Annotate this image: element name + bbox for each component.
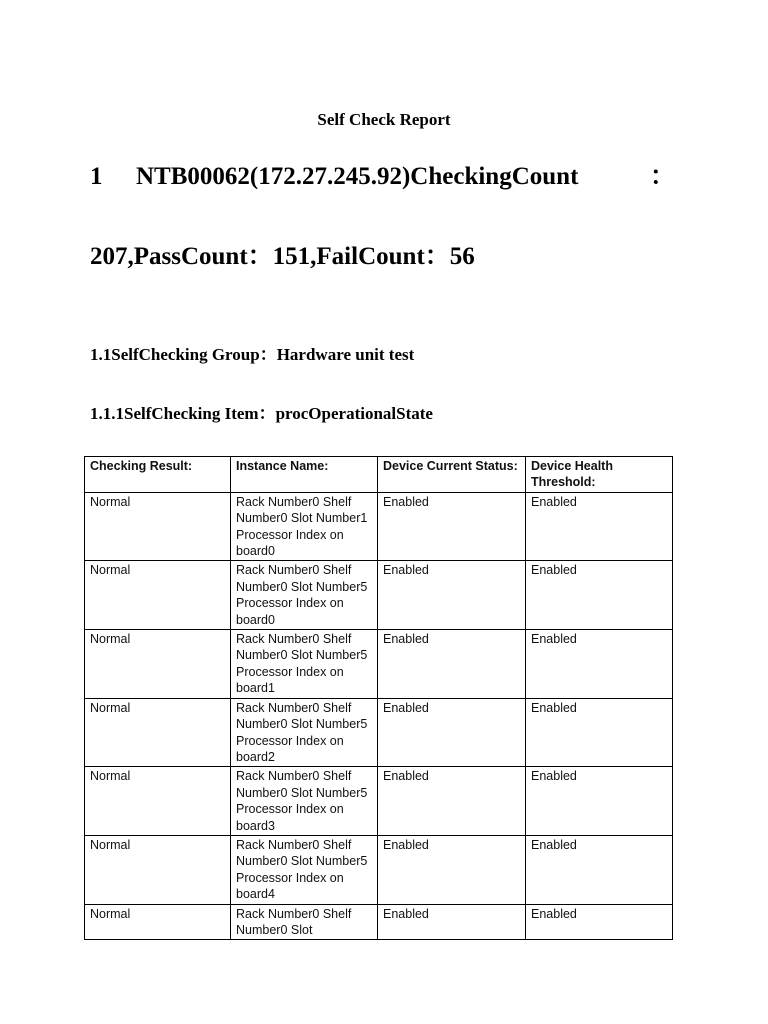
cell-checking-result: Normal — [85, 835, 231, 904]
cell-device-current-status: Enabled — [378, 835, 526, 904]
cell-device-health-threshold: Enabled — [526, 835, 673, 904]
cell-checking-result: Normal — [85, 904, 231, 940]
cell-instance-name: Rack Number0 Shelf Number0 Slot Number5 Processor Index on board3 — [231, 767, 378, 836]
cell-instance-name: Rack Number0 Shelf Number0 Slot Number1 Processor Index on board0 — [231, 492, 378, 561]
heading-1-colon: ： — [649, 163, 675, 190]
cell-device-health-threshold: Enabled — [526, 904, 673, 940]
heading-2: 1.1SelfChecking Group：Hardware unit test — [90, 345, 415, 364]
cell-device-current-status: Enabled — [378, 630, 526, 699]
cell-device-health-threshold: Enabled — [526, 561, 673, 630]
header-instance-name: Instance Name: — [231, 457, 378, 493]
cell-checking-result: Normal — [85, 561, 231, 630]
table-row — [85, 561, 673, 630]
cell-device-current-status: Enabled — [378, 767, 526, 836]
cell-instance-name: Rack Number0 Shelf Number0 Slot Number5 Processor Index on board4 — [231, 835, 378, 904]
table-row — [85, 630, 673, 699]
header-device-current-status: Device Current Status: — [378, 457, 526, 493]
cell-device-health-threshold: Enabled — [526, 630, 673, 699]
self-check-table — [84, 456, 673, 940]
table-header-row — [85, 457, 673, 493]
heading-1 — [90, 156, 675, 192]
cell-instance-name: Rack Number0 Shelf Number0 Slot Number5 Processor Index on board2 — [231, 698, 378, 767]
table-row — [85, 835, 673, 904]
cell-checking-result: Normal — [85, 492, 231, 561]
table-row — [85, 767, 673, 836]
report-title: Self Check Report — [317, 110, 451, 129]
cell-checking-result: Normal — [85, 698, 231, 767]
cell-device-current-status: Enabled — [378, 492, 526, 561]
cell-instance-name: Rack Number0 Shelf Number0 Slot — [231, 904, 378, 940]
cell-device-current-status: Enabled — [378, 561, 526, 630]
table-row — [85, 698, 673, 767]
cell-checking-result: Normal — [85, 767, 231, 836]
heading-1-text: NTB00062(172.27.245.92)CheckingCount — [136, 163, 579, 190]
cell-instance-name: Rack Number0 Shelf Number0 Slot Number5 Processor Index on board1 — [231, 630, 378, 699]
cell-device-health-threshold: Enabled — [526, 492, 673, 561]
cell-checking-result: Normal — [85, 630, 231, 699]
header-device-health-threshold: Device Health Threshold: — [526, 457, 673, 493]
header-checking-result: Checking Result: — [85, 457, 231, 493]
table-row — [85, 904, 673, 940]
cell-device-health-threshold: Enabled — [526, 767, 673, 836]
heading-3: 1.1.1SelfChecking Item：procOperationalState — [90, 404, 433, 423]
cell-device-current-status: Enabled — [378, 904, 526, 940]
cell-device-health-threshold: Enabled — [526, 698, 673, 767]
heading-1-number: 1 — [90, 163, 103, 190]
heading-1-continuation: 207,PassCount：151,FailCount：56 — [90, 243, 475, 270]
cell-device-current-status: Enabled — [378, 698, 526, 767]
table-row — [85, 492, 673, 561]
cell-instance-name: Rack Number0 Shelf Number0 Slot Number5 Processor Index on board0 — [231, 561, 378, 630]
